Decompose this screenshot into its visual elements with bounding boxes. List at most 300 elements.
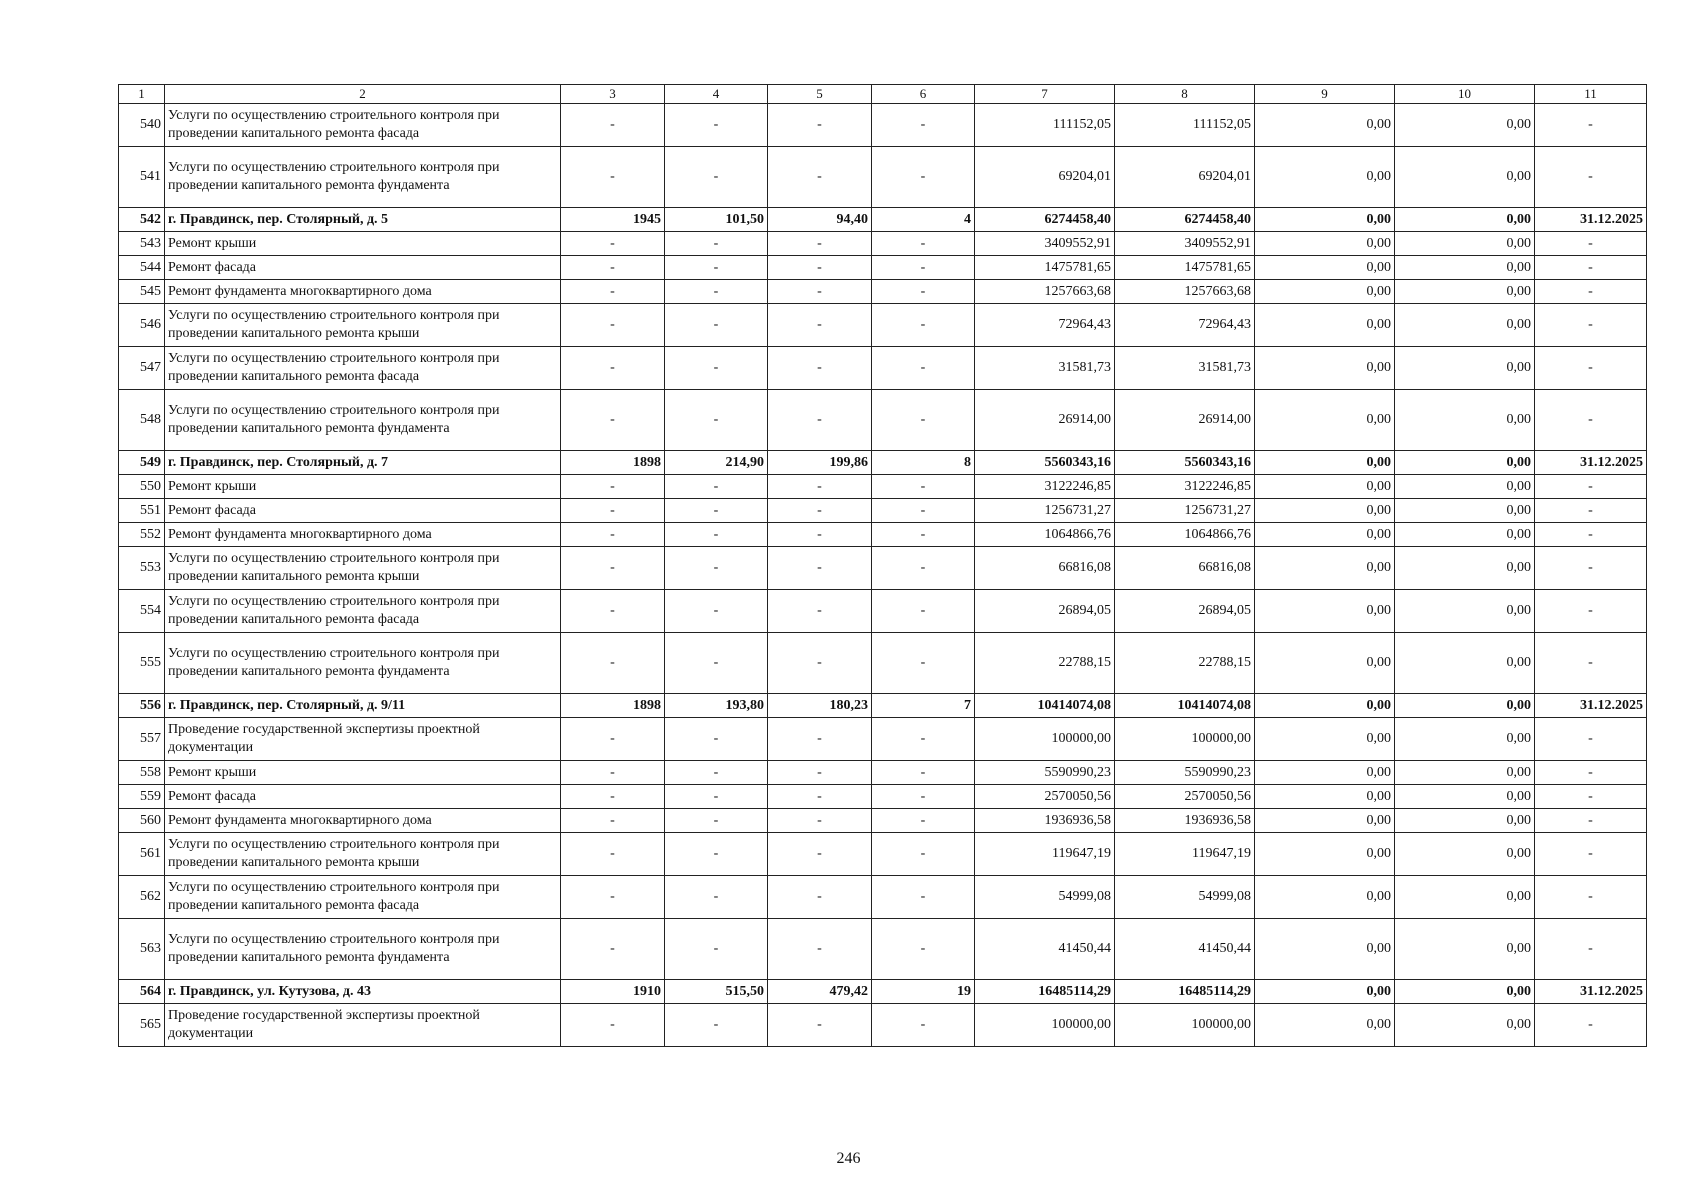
- cost-fund-cell: 1257663,68: [1115, 280, 1255, 304]
- area-total-cell: -: [665, 1004, 768, 1047]
- cost-fund-cell: 16485114,29: [1115, 980, 1255, 1004]
- column-number-header: 2: [165, 85, 561, 104]
- residents-cell: -: [872, 104, 975, 147]
- residents-cell: -: [872, 256, 975, 280]
- area-total-cell: 214,90: [665, 451, 768, 475]
- table-row: [119, 390, 1647, 451]
- table-row: [119, 833, 1647, 876]
- residents-cell: -: [872, 876, 975, 919]
- cost-other-cell: 0,00: [1255, 718, 1395, 761]
- cost-budget-cell: 0,00: [1395, 590, 1535, 633]
- residents-cell: -: [872, 232, 975, 256]
- cost-fund-cell: 31581,73: [1115, 347, 1255, 390]
- year-cell: -: [561, 1004, 665, 1047]
- cost-budget-cell: 0,00: [1395, 232, 1535, 256]
- table-row: [119, 919, 1647, 980]
- table-row: [119, 256, 1647, 280]
- year-cell: 1945: [561, 208, 665, 232]
- residents-cell: -: [872, 761, 975, 785]
- residents-cell: -: [872, 475, 975, 499]
- residents-cell: -: [872, 280, 975, 304]
- cost-fund-cell: 1475781,65: [1115, 256, 1255, 280]
- deadline-cell: -: [1535, 876, 1647, 919]
- cost-total-cell: 10414074,08: [975, 694, 1115, 718]
- area-living-cell: -: [768, 876, 872, 919]
- area-living-cell: -: [768, 785, 872, 809]
- table-row: [119, 809, 1647, 833]
- cost-fund-cell: 119647,19: [1115, 833, 1255, 876]
- area-living-cell: -: [768, 256, 872, 280]
- residents-cell: -: [872, 590, 975, 633]
- table-row: [119, 633, 1647, 694]
- cost-other-cell: 0,00: [1255, 785, 1395, 809]
- area-living-cell: -: [768, 523, 872, 547]
- column-number-header: 6: [872, 85, 975, 104]
- deadline-cell: -: [1535, 590, 1647, 633]
- residents-cell: -: [872, 147, 975, 208]
- cost-budget-cell: 0,00: [1395, 1004, 1535, 1047]
- row-number-cell: 551: [119, 499, 165, 523]
- cost-other-cell: 0,00: [1255, 256, 1395, 280]
- cost-total-cell: 6274458,40: [975, 208, 1115, 232]
- deadline-cell: -: [1535, 347, 1647, 390]
- column-number-header: 1: [119, 85, 165, 104]
- area-living-cell: -: [768, 547, 872, 590]
- year-cell: -: [561, 633, 665, 694]
- area-living-cell: 479,42: [768, 980, 872, 1004]
- description-cell: Ремонт фасада: [165, 256, 561, 280]
- cost-budget-cell: 0,00: [1395, 694, 1535, 718]
- description-cell: Услуги по осуществлению строительного контроля при проведении капитального ремонта фасада: [165, 347, 561, 390]
- deadline-cell: -: [1535, 104, 1647, 147]
- row-number-cell: 543: [119, 232, 165, 256]
- cost-fund-cell: 100000,00: [1115, 1004, 1255, 1047]
- year-cell: -: [561, 347, 665, 390]
- cost-fund-cell: 54999,08: [1115, 876, 1255, 919]
- table-row: [119, 1004, 1647, 1047]
- description-cell: Ремонт фасада: [165, 785, 561, 809]
- table-row: [119, 590, 1647, 633]
- year-cell: -: [561, 232, 665, 256]
- column-number-header: 3: [561, 85, 665, 104]
- cost-other-cell: 0,00: [1255, 104, 1395, 147]
- cost-budget-cell: 0,00: [1395, 523, 1535, 547]
- year-cell: -: [561, 785, 665, 809]
- area-total-cell: -: [665, 761, 768, 785]
- description-cell: Услуги по осуществлению строительного контроля при проведении капитального ремонта крыши: [165, 547, 561, 590]
- area-living-cell: -: [768, 718, 872, 761]
- cost-other-cell: 0,00: [1255, 451, 1395, 475]
- page-number: 246: [836, 1150, 861, 1167]
- deadline-cell: -: [1535, 919, 1647, 980]
- description-cell: Услуги по осуществлению строительного контроля при проведении капитального ремонта фундамента: [165, 633, 561, 694]
- area-total-cell: -: [665, 809, 768, 833]
- year-cell: -: [561, 390, 665, 451]
- column-number-header: 10: [1395, 85, 1535, 104]
- area-living-cell: -: [768, 147, 872, 208]
- description-cell: Ремонт крыши: [165, 232, 561, 256]
- description-cell: Услуги по осуществлению строительного контроля при проведении капитального ремонта фасада: [165, 876, 561, 919]
- area-total-cell: 193,80: [665, 694, 768, 718]
- year-cell: -: [561, 499, 665, 523]
- area-living-cell: -: [768, 1004, 872, 1047]
- area-living-cell: -: [768, 104, 872, 147]
- cost-budget-cell: 0,00: [1395, 761, 1535, 785]
- area-total-cell: -: [665, 390, 768, 451]
- table-row: [119, 876, 1647, 919]
- cost-other-cell: 0,00: [1255, 547, 1395, 590]
- cost-total-cell: 16485114,29: [975, 980, 1115, 1004]
- cost-total-cell: 1064866,76: [975, 523, 1115, 547]
- table-row: [119, 785, 1647, 809]
- area-living-cell: -: [768, 833, 872, 876]
- area-living-cell: -: [768, 590, 872, 633]
- row-number-cell: 549: [119, 451, 165, 475]
- year-cell: -: [561, 104, 665, 147]
- description-cell: Услуги по осуществлению строительного контроля при проведении капитального ремонта фасада: [165, 590, 561, 633]
- area-total-cell: -: [665, 499, 768, 523]
- description-cell: Услуги по осуществлению строительного контроля при проведении капитального ремонта фасада: [165, 104, 561, 147]
- deadline-cell: -: [1535, 1004, 1647, 1047]
- table-row: [119, 718, 1647, 761]
- deadline-cell: -: [1535, 390, 1647, 451]
- cost-budget-cell: 0,00: [1395, 104, 1535, 147]
- cost-fund-cell: 2570050,56: [1115, 785, 1255, 809]
- deadline-cell: 31.12.2025: [1535, 980, 1647, 1004]
- cost-fund-cell: 1936936,58: [1115, 809, 1255, 833]
- cost-total-cell: 26914,00: [975, 390, 1115, 451]
- cost-budget-cell: 0,00: [1395, 256, 1535, 280]
- cost-fund-cell: 66816,08: [1115, 547, 1255, 590]
- cost-total-cell: 31581,73: [975, 347, 1115, 390]
- year-cell: -: [561, 256, 665, 280]
- area-living-cell: 94,40: [768, 208, 872, 232]
- cost-other-cell: 0,00: [1255, 694, 1395, 718]
- area-total-cell: -: [665, 523, 768, 547]
- area-total-cell: -: [665, 785, 768, 809]
- cost-total-cell: 100000,00: [975, 718, 1115, 761]
- cost-fund-cell: 1064866,76: [1115, 523, 1255, 547]
- cost-budget-cell: 0,00: [1395, 280, 1535, 304]
- row-number-cell: 544: [119, 256, 165, 280]
- table-row: [119, 523, 1647, 547]
- area-total-cell: -: [665, 475, 768, 499]
- description-cell: Ремонт фундамента многоквартирного дома: [165, 809, 561, 833]
- column-number-header: 5: [768, 85, 872, 104]
- cost-budget-cell: 0,00: [1395, 499, 1535, 523]
- description-cell: г. Правдинск, пер. Столярный, д. 7: [165, 451, 561, 475]
- cost-budget-cell: 0,00: [1395, 919, 1535, 980]
- cost-fund-cell: 5590990,23: [1115, 761, 1255, 785]
- row-number-cell: 558: [119, 761, 165, 785]
- description-cell: г. Правдинск, пер. Столярный, д. 5: [165, 208, 561, 232]
- cost-fund-cell: 41450,44: [1115, 919, 1255, 980]
- cost-other-cell: 0,00: [1255, 390, 1395, 451]
- area-total-cell: -: [665, 280, 768, 304]
- cost-total-cell: 1256731,27: [975, 499, 1115, 523]
- residents-cell: 7: [872, 694, 975, 718]
- cost-total-cell: 5590990,23: [975, 761, 1115, 785]
- cost-total-cell: 22788,15: [975, 633, 1115, 694]
- residents-cell: -: [872, 833, 975, 876]
- cost-total-cell: 1475781,65: [975, 256, 1115, 280]
- deadline-cell: -: [1535, 475, 1647, 499]
- year-cell: -: [561, 523, 665, 547]
- residents-cell: 19: [872, 980, 975, 1004]
- area-total-cell: -: [665, 347, 768, 390]
- row-number-cell: 550: [119, 475, 165, 499]
- cost-budget-cell: 0,00: [1395, 347, 1535, 390]
- area-total-cell: -: [665, 304, 768, 347]
- column-number-header: 8: [1115, 85, 1255, 104]
- cost-budget-cell: 0,00: [1395, 633, 1535, 694]
- area-living-cell: -: [768, 919, 872, 980]
- area-total-cell: -: [665, 633, 768, 694]
- cost-other-cell: 0,00: [1255, 919, 1395, 980]
- table-row: [119, 761, 1647, 785]
- cost-total-cell: 111152,05: [975, 104, 1115, 147]
- deadline-cell: -: [1535, 761, 1647, 785]
- year-cell: -: [561, 919, 665, 980]
- address-row: [119, 208, 1647, 232]
- cost-fund-cell: 3122246,85: [1115, 475, 1255, 499]
- cost-other-cell: 0,00: [1255, 876, 1395, 919]
- cost-other-cell: 0,00: [1255, 833, 1395, 876]
- address-row: [119, 451, 1647, 475]
- row-number-cell: 565: [119, 1004, 165, 1047]
- cost-total-cell: 119647,19: [975, 833, 1115, 876]
- cost-other-cell: 0,00: [1255, 523, 1395, 547]
- table-row: [119, 280, 1647, 304]
- cost-other-cell: 0,00: [1255, 590, 1395, 633]
- row-number-cell: 564: [119, 980, 165, 1004]
- residents-cell: -: [872, 633, 975, 694]
- row-number-cell: 559: [119, 785, 165, 809]
- description-cell: г. Правдинск, ул. Кутузова, д. 43: [165, 980, 561, 1004]
- residents-cell: -: [872, 390, 975, 451]
- year-cell: 1910: [561, 980, 665, 1004]
- area-living-cell: -: [768, 347, 872, 390]
- cost-budget-cell: 0,00: [1395, 451, 1535, 475]
- residents-cell: -: [872, 523, 975, 547]
- deadline-cell: -: [1535, 499, 1647, 523]
- area-living-cell: -: [768, 390, 872, 451]
- cost-other-cell: 0,00: [1255, 980, 1395, 1004]
- cost-other-cell: 0,00: [1255, 280, 1395, 304]
- area-living-cell: -: [768, 809, 872, 833]
- cost-other-cell: 0,00: [1255, 499, 1395, 523]
- row-number-cell: 563: [119, 919, 165, 980]
- deadline-cell: -: [1535, 785, 1647, 809]
- table-row: [119, 232, 1647, 256]
- year-cell: -: [561, 475, 665, 499]
- register-table: [118, 84, 1647, 1047]
- year-cell: -: [561, 761, 665, 785]
- year-cell: -: [561, 590, 665, 633]
- area-total-cell: -: [665, 919, 768, 980]
- area-living-cell: -: [768, 633, 872, 694]
- table-row: [119, 104, 1647, 147]
- cost-budget-cell: 0,00: [1395, 304, 1535, 347]
- area-living-cell: -: [768, 280, 872, 304]
- year-cell: -: [561, 833, 665, 876]
- description-cell: Услуги по осуществлению строительного контроля при проведении капитального ремонта крыши: [165, 304, 561, 347]
- residents-cell: -: [872, 499, 975, 523]
- row-number-cell: 540: [119, 104, 165, 147]
- cost-budget-cell: 0,00: [1395, 208, 1535, 232]
- cost-fund-cell: 1256731,27: [1115, 499, 1255, 523]
- row-number-cell: 547: [119, 347, 165, 390]
- table-body: [119, 85, 1647, 1047]
- cost-total-cell: 26894,05: [975, 590, 1115, 633]
- cost-fund-cell: 10414074,08: [1115, 694, 1255, 718]
- residents-cell: 8: [872, 451, 975, 475]
- cost-total-cell: 2570050,56: [975, 785, 1115, 809]
- description-cell: Ремонт крыши: [165, 475, 561, 499]
- area-total-cell: -: [665, 833, 768, 876]
- row-number-cell: 557: [119, 718, 165, 761]
- area-total-cell: -: [665, 876, 768, 919]
- year-cell: 1898: [561, 694, 665, 718]
- row-number-cell: 562: [119, 876, 165, 919]
- cost-total-cell: 5560343,16: [975, 451, 1115, 475]
- cost-other-cell: 0,00: [1255, 809, 1395, 833]
- description-cell: Ремонт фундамента многоквартирного дома: [165, 523, 561, 547]
- row-number-cell: 554: [119, 590, 165, 633]
- area-living-cell: -: [768, 304, 872, 347]
- area-living-cell: -: [768, 475, 872, 499]
- area-total-cell: -: [665, 232, 768, 256]
- residents-cell: -: [872, 785, 975, 809]
- cost-budget-cell: 0,00: [1395, 980, 1535, 1004]
- description-cell: Услуги по осуществлению строительного контроля при проведении капитального ремонта фундамента: [165, 390, 561, 451]
- cost-other-cell: 0,00: [1255, 208, 1395, 232]
- deadline-cell: 31.12.2025: [1535, 694, 1647, 718]
- cost-other-cell: 0,00: [1255, 1004, 1395, 1047]
- area-total-cell: -: [665, 104, 768, 147]
- cost-fund-cell: 69204,01: [1115, 147, 1255, 208]
- cost-fund-cell: 72964,43: [1115, 304, 1255, 347]
- area-total-cell: -: [665, 547, 768, 590]
- cost-total-cell: 69204,01: [975, 147, 1115, 208]
- cost-total-cell: 54999,08: [975, 876, 1115, 919]
- cost-other-cell: 0,00: [1255, 475, 1395, 499]
- row-number-cell: 555: [119, 633, 165, 694]
- table-row: [119, 475, 1647, 499]
- year-cell: -: [561, 280, 665, 304]
- cost-fund-cell: 3409552,91: [1115, 232, 1255, 256]
- address-row: [119, 694, 1647, 718]
- cost-total-cell: 41450,44: [975, 919, 1115, 980]
- year-cell: -: [561, 876, 665, 919]
- cost-budget-cell: 0,00: [1395, 475, 1535, 499]
- cost-other-cell: 0,00: [1255, 633, 1395, 694]
- cost-budget-cell: 0,00: [1395, 718, 1535, 761]
- cost-fund-cell: 5560343,16: [1115, 451, 1255, 475]
- cost-other-cell: 0,00: [1255, 232, 1395, 256]
- deadline-cell: -: [1535, 232, 1647, 256]
- area-living-cell: 199,86: [768, 451, 872, 475]
- residents-cell: -: [872, 809, 975, 833]
- cost-fund-cell: 22788,15: [1115, 633, 1255, 694]
- cost-total-cell: 3122246,85: [975, 475, 1115, 499]
- year-cell: -: [561, 147, 665, 208]
- cost-total-cell: 100000,00: [975, 1004, 1115, 1047]
- cost-total-cell: 66816,08: [975, 547, 1115, 590]
- deadline-cell: -: [1535, 280, 1647, 304]
- cost-budget-cell: 0,00: [1395, 809, 1535, 833]
- table-row: [119, 147, 1647, 208]
- deadline-cell: 31.12.2025: [1535, 451, 1647, 475]
- deadline-cell: -: [1535, 304, 1647, 347]
- cost-budget-cell: 0,00: [1395, 833, 1535, 876]
- deadline-cell: -: [1535, 633, 1647, 694]
- cost-fund-cell: 26894,05: [1115, 590, 1255, 633]
- description-cell: Ремонт крыши: [165, 761, 561, 785]
- table-row: [119, 547, 1647, 590]
- cost-total-cell: 3409552,91: [975, 232, 1115, 256]
- residents-cell: -: [872, 919, 975, 980]
- cost-total-cell: 72964,43: [975, 304, 1115, 347]
- year-cell: -: [561, 304, 665, 347]
- row-number-cell: 545: [119, 280, 165, 304]
- cost-total-cell: 1936936,58: [975, 809, 1115, 833]
- deadline-cell: -: [1535, 833, 1647, 876]
- column-number-header: 9: [1255, 85, 1395, 104]
- column-number-header: 4: [665, 85, 768, 104]
- column-number-header: 11: [1535, 85, 1647, 104]
- row-number-cell: 553: [119, 547, 165, 590]
- area-living-cell: -: [768, 761, 872, 785]
- cost-budget-cell: 0,00: [1395, 390, 1535, 451]
- description-cell: Ремонт фундамента многоквартирного дома: [165, 280, 561, 304]
- description-cell: Проведение государственной экспертизы проектной документации: [165, 1004, 561, 1047]
- area-total-cell: -: [665, 256, 768, 280]
- description-cell: Услуги по осуществлению строительного контроля при проведении капитального ремонта фундамента: [165, 919, 561, 980]
- deadline-cell: 31.12.2025: [1535, 208, 1647, 232]
- description-cell: Услуги по осуществлению строительного контроля при проведении капитального ремонта крыши: [165, 833, 561, 876]
- area-total-cell: -: [665, 718, 768, 761]
- cost-budget-cell: 0,00: [1395, 147, 1535, 208]
- deadline-cell: -: [1535, 809, 1647, 833]
- area-living-cell: -: [768, 499, 872, 523]
- year-cell: -: [561, 809, 665, 833]
- year-cell: -: [561, 547, 665, 590]
- area-living-cell: -: [768, 232, 872, 256]
- area-total-cell: -: [665, 590, 768, 633]
- cost-other-cell: 0,00: [1255, 761, 1395, 785]
- cost-other-cell: 0,00: [1255, 304, 1395, 347]
- address-row: [119, 980, 1647, 1004]
- area-total-cell: 101,50: [665, 208, 768, 232]
- row-number-cell: 561: [119, 833, 165, 876]
- year-cell: -: [561, 718, 665, 761]
- row-number-cell: 552: [119, 523, 165, 547]
- cost-fund-cell: 100000,00: [1115, 718, 1255, 761]
- cost-other-cell: 0,00: [1255, 147, 1395, 208]
- deadline-cell: -: [1535, 718, 1647, 761]
- deadline-cell: -: [1535, 523, 1647, 547]
- table-row: [119, 304, 1647, 347]
- cost-total-cell: 1257663,68: [975, 280, 1115, 304]
- residents-cell: -: [872, 304, 975, 347]
- row-number-cell: 542: [119, 208, 165, 232]
- description-cell: Ремонт фасада: [165, 499, 561, 523]
- description-cell: г. Правдинск, пер. Столярный, д. 9/11: [165, 694, 561, 718]
- column-number-header: 7: [975, 85, 1115, 104]
- row-number-cell: 548: [119, 390, 165, 451]
- residents-cell: -: [872, 1004, 975, 1047]
